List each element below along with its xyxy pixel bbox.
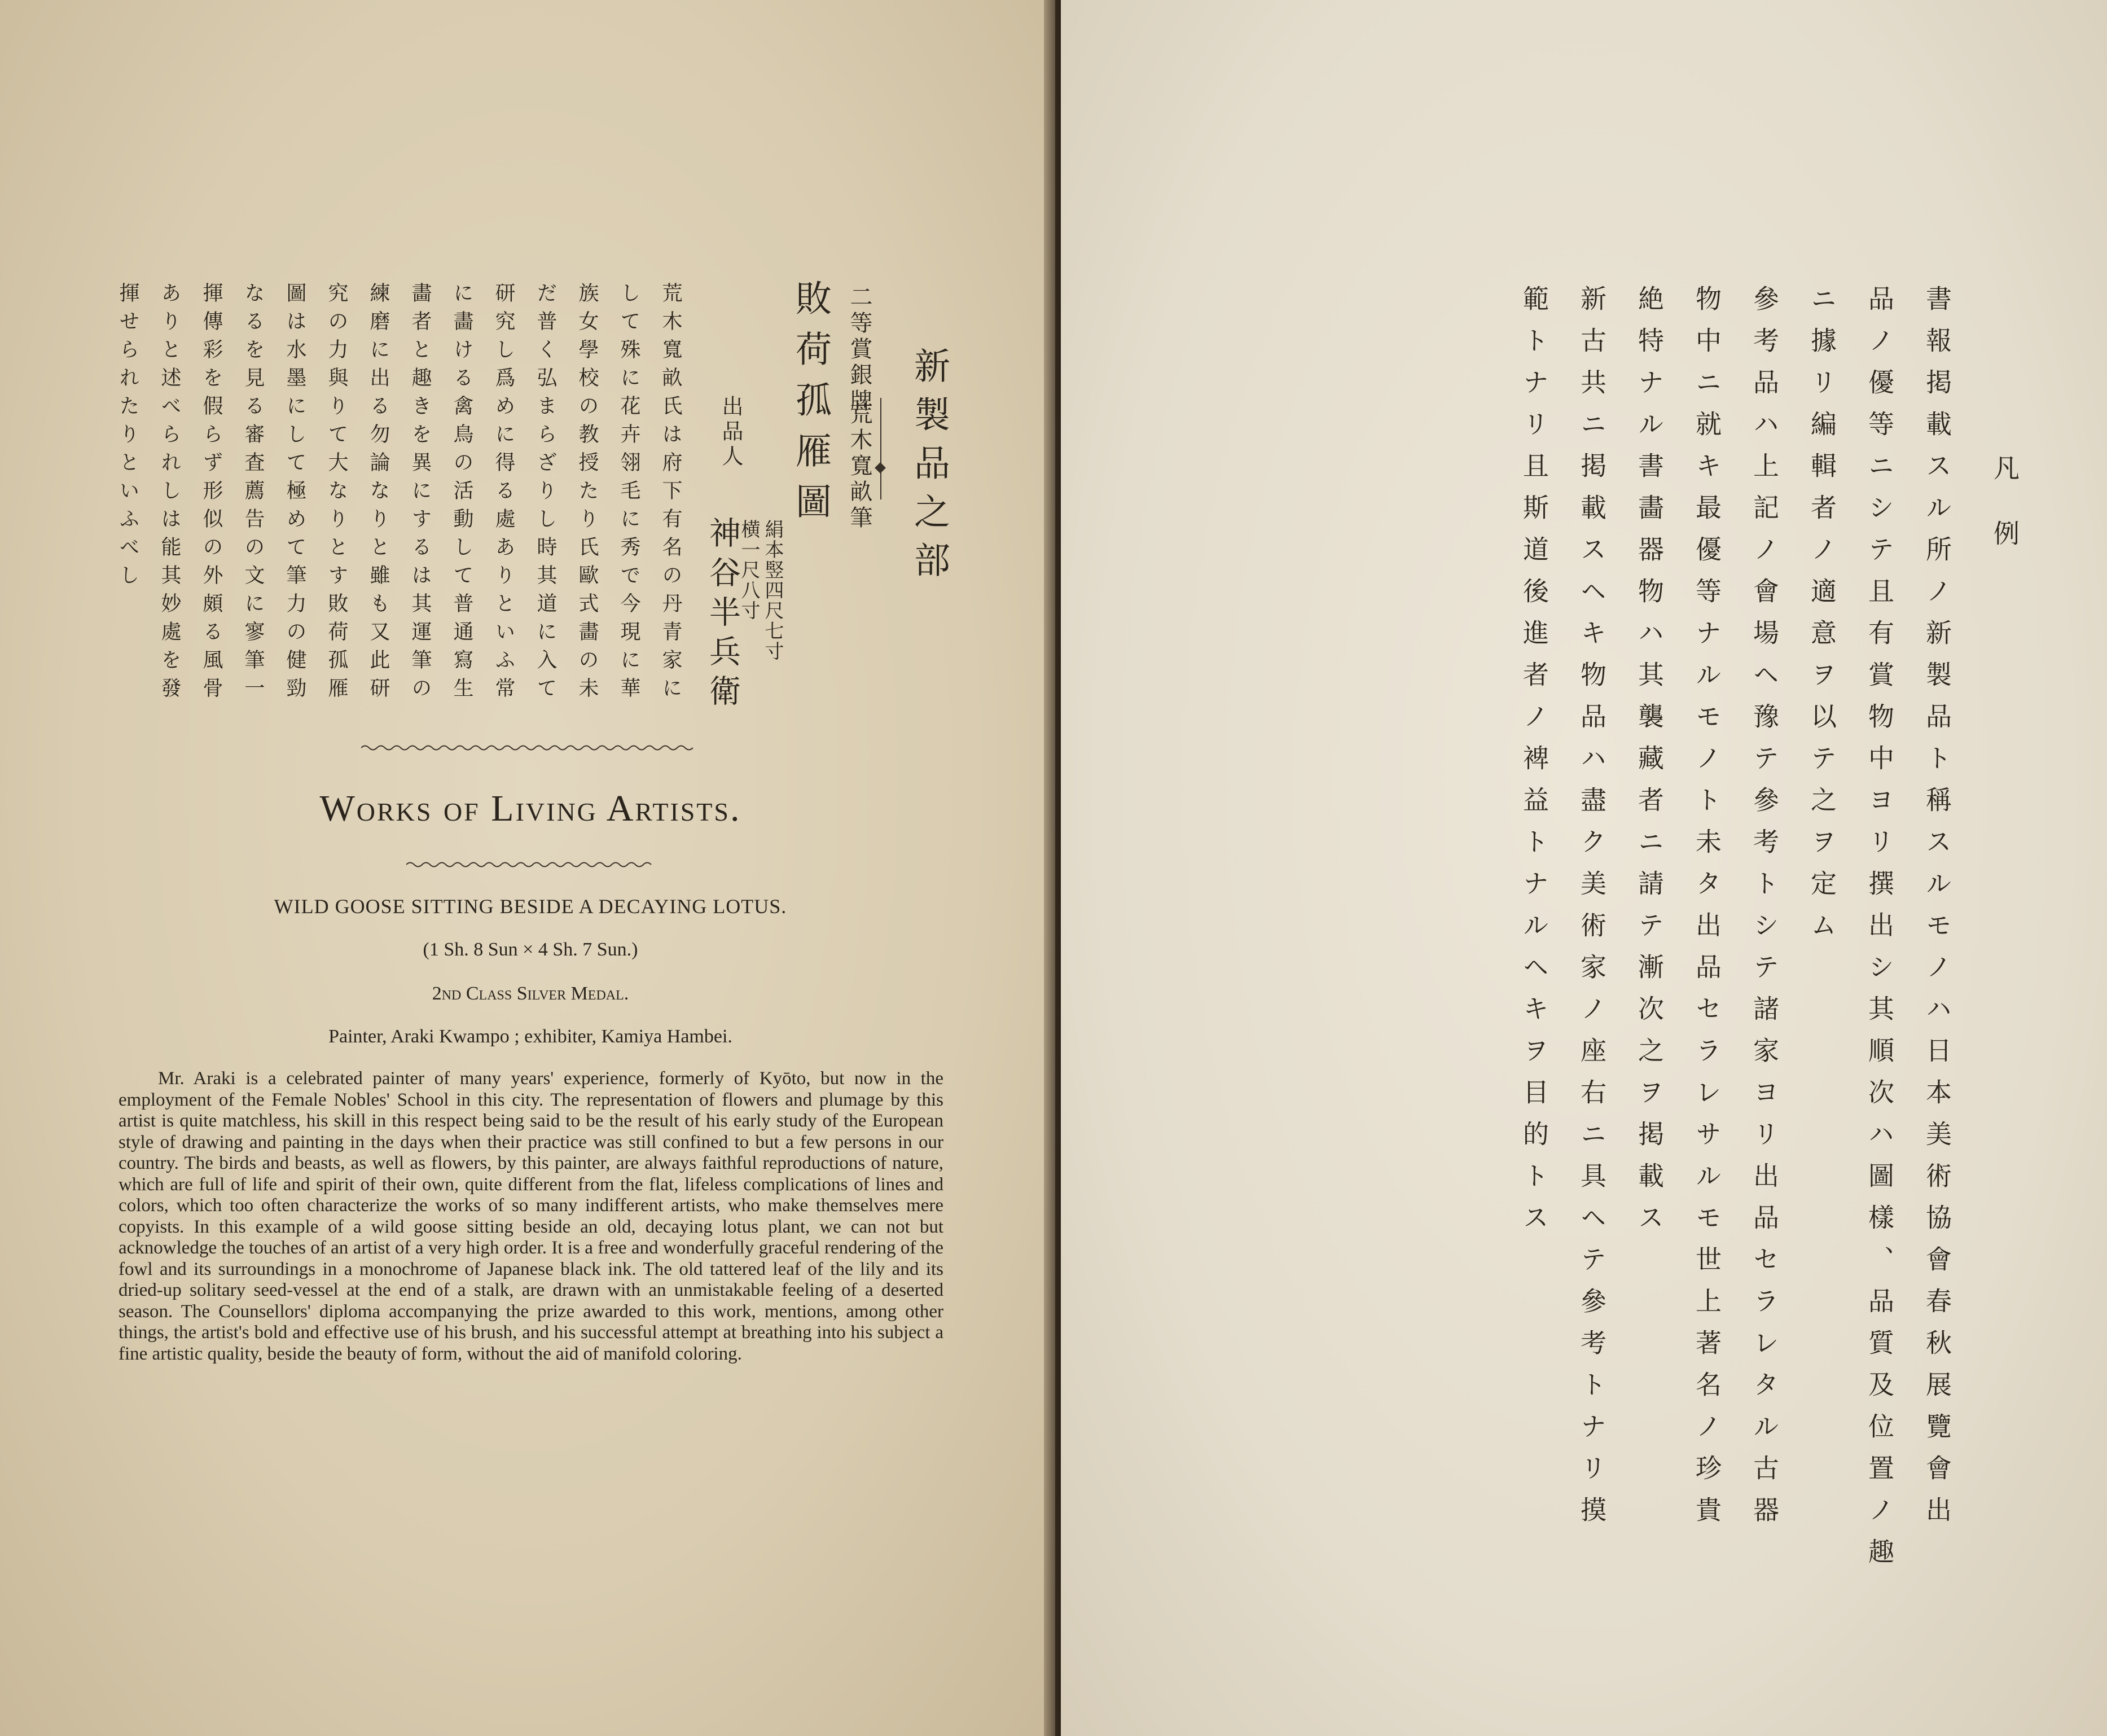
en-credit: Painter, Araki Kwampo ; exhibiter, Kamiya Hambei. bbox=[328, 1026, 732, 1047]
exhibitor-name: 神谷半兵衛 bbox=[704, 516, 741, 714]
notes-column: 參考品ハ上記ノ會場ヘ豫テ參考トシテ諸家ヨリ出品セラレタル古器 bbox=[1749, 285, 1780, 1538]
jp-column: 荒木寬畝氏は府下有名の丹青家に bbox=[659, 282, 682, 705]
size-line-2: 横一尺八寸 bbox=[738, 519, 760, 621]
jp-column: 畵者と趣きを異にするは其運筆の bbox=[409, 282, 432, 705]
en-body bbox=[118, 1068, 943, 1365]
notes-column: 物中ニ就キ最優等ナルモノト未タ出品セラレサルモ世上著名ノ珍貴 bbox=[1692, 285, 1722, 1538]
notes-column: 絶特ナル書畵器物ハ其襲藏者ニ請テ漸次之ヲ掲載ス bbox=[1634, 285, 1665, 1246]
en-heading: Works of Living Artists. bbox=[319, 788, 741, 829]
notes-column: 書報掲載スル所ノ新製品ト稱スルモノハ日本美術協會春秋展覽會出 bbox=[1922, 285, 1952, 1538]
en-title: WILD GOOSE SITTING BESIDE A DECAYING LOTUS. bbox=[274, 895, 787, 918]
size-line-1: 絹本竪四尺七寸 bbox=[761, 519, 784, 661]
jp-column: 揮傳彩を假らず形似の外頗る風骨 bbox=[200, 282, 223, 705]
jp-column: 揮せられたりといふべし bbox=[116, 282, 139, 593]
jp-column: だ普く弘まらざりし時其道に入て bbox=[534, 282, 557, 705]
divider-line bbox=[880, 398, 881, 499]
jp-column: 族女學校の教授たり氏歐式畵の未 bbox=[576, 282, 599, 705]
painter-line: 荒木寬畝筆 bbox=[846, 402, 872, 532]
en-size: (1 Sh. 8 Sun × 4 Sh. 7 Sun.) bbox=[423, 939, 638, 960]
section-title: 新製品之部 bbox=[908, 347, 950, 590]
jp-column: ありと述べられしは能其妙處を發 bbox=[158, 282, 181, 705]
notes-column: 新古共ニ掲載スヘキ物品ハ盡ク美術家ノ座右ニ具ヘテ參考トナリ摸 bbox=[1577, 285, 1607, 1538]
en-medal: 2nd Class Silver Medal. bbox=[432, 983, 629, 1004]
award-line: 二等賞銀牌 bbox=[846, 285, 872, 415]
wavy-rule-bottom bbox=[406, 861, 655, 869]
divider-diamond bbox=[875, 462, 886, 474]
exhibitor-label: 出品人 bbox=[718, 395, 743, 470]
jp-column: 圖は水墨にして極めて筆力の健勁 bbox=[283, 282, 306, 705]
work-title: 敗荷孤雁圖 bbox=[789, 279, 831, 533]
jp-column: して殊に花卉翎毛に秀で今現に華 bbox=[617, 282, 640, 705]
en-paragraph: Mr. Araki is a celebrated painter of many years' experience, formerly of Kyōto, but now in the employment of the Female Nobles' School in this city. The representation of flowers and plumage by this artist is quite matchless, his skill in this respect being said to be the result of his early study of the European style of drawing and painting in the days when their practice was still confined to but a few persons in our country. The birds and beasts, as well as flowers, by this painter, are always faithful reproductions of nature, which are full of life and spirit of their own, quite different from the flat, lifeless complications of lines and colors, which too often characterize the works of so many indifferent artists, who make themselves mere copyists. In this example of a wild goose sitting beside an old, decaying lotus plant, we can not but acknowledge the touches of an artist of a very high order. It is a free and wonderfully graceful rendering of the fowl and its surroundings in a monochrome of Japanese black ink. The old tattered leaf of the lily and its dried-up solitary seed-vessel at the end of a stalk, are drawn with an unmistakable feeling of a deserted season. The Counsellors' diploma accompanying the prize awarded to this work, mentions, among other things, the artist's bold and effective use of his brush, and his successful attempt at breathing into his subject a fine artistic quality, beside the beauty of form, without the aid of manifold coloring. bbox=[118, 1068, 943, 1364]
wavy-rule-top bbox=[361, 744, 694, 752]
right-page bbox=[1061, 0, 2107, 1736]
notes-column: 範トナリ且斯道後進者ノ裨益トナルヘキヲ目的トス bbox=[1519, 285, 1549, 1246]
jp-column: 究の力與りて大なりとす敗荷孤雁 bbox=[325, 282, 348, 705]
jp-column: 練磨に出る勿論なりと雖も又此研 bbox=[367, 282, 390, 705]
page-heading: 凡例 bbox=[1990, 454, 2020, 585]
jp-column: なるを見る審査薦告の文に寥筆一 bbox=[242, 282, 265, 705]
jp-column: 研究し爲めに得る處ありといふ常 bbox=[492, 282, 515, 705]
notes-column: ニ據リ編輯者ノ適意ヲ以テ之ヲ定ム bbox=[1807, 285, 1837, 953]
notes-column: 品ノ優等ニシテ且有賞物中ヨリ撰出シ其順次ハ圖樣、品質及位置ノ趣 bbox=[1864, 285, 1895, 1580]
jp-column: に畵ける禽鳥の活動して普通寫生 bbox=[450, 282, 473, 705]
